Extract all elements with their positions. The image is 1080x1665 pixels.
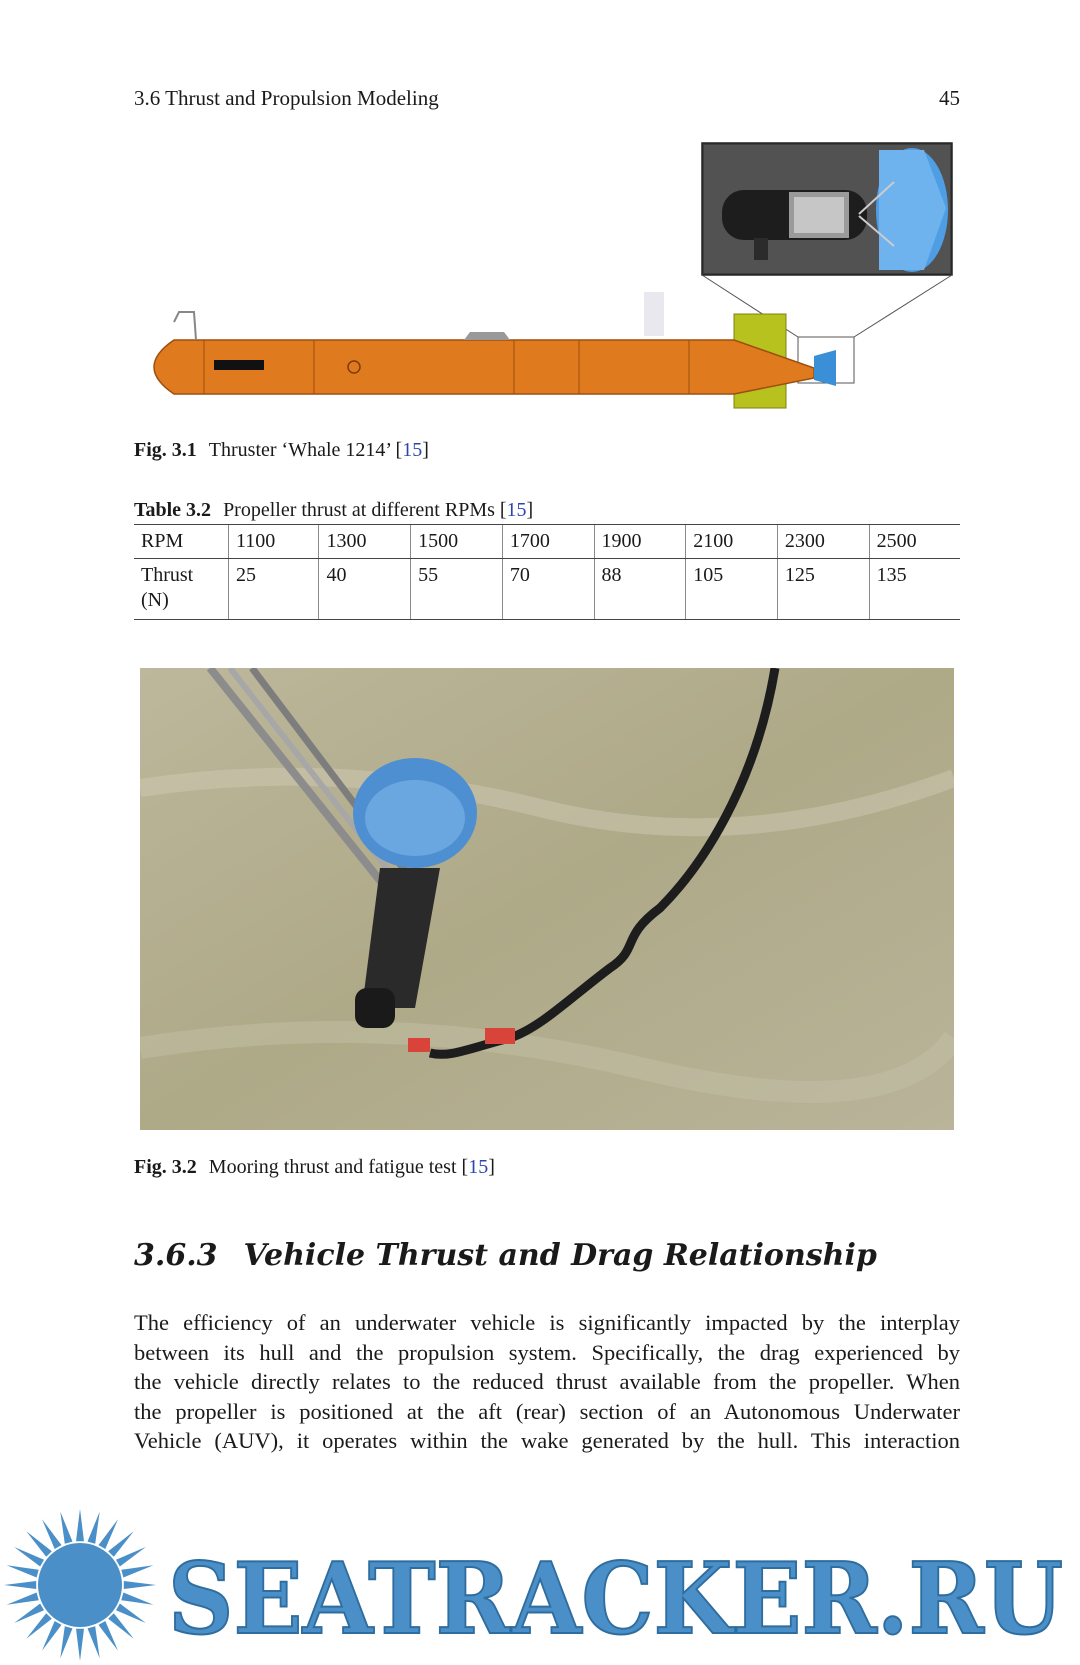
paragraph-line: The efficiency of an underwater vehicle is significantly impacted by the interplay: [134, 1310, 960, 1335]
table-row-label-line2: (N): [141, 589, 169, 611]
sun-logo-icon: [4, 1509, 156, 1661]
sun-ray: [60, 1512, 72, 1544]
sun-ray: [121, 1565, 153, 1577]
sun-ray: [60, 1626, 72, 1658]
table-cell: 40: [319, 559, 411, 620]
figure1-caption: [134, 439, 429, 462]
sun-ray: [26, 1531, 52, 1557]
table-header-row: [134, 525, 960, 559]
sun-ray: [4, 1581, 36, 1589]
paragraph-line: the vehicle directly relates to the reduced thrust available from the propeller. When: [134, 1369, 960, 1394]
table-row-label-line1: Thrust: [141, 564, 194, 586]
figure1-citation-link[interactable]: 15: [402, 439, 423, 461]
table-cell: 135: [869, 559, 960, 620]
sun-ray: [121, 1593, 153, 1605]
table-caption-text: Propeller thrust at different RPMs [: [223, 499, 507, 521]
figure2-caption-close: ]: [488, 1156, 495, 1178]
figure2-label: Fig. 3.2: [134, 1156, 197, 1178]
table-label: Table 3.2: [134, 499, 212, 521]
sun-ray: [76, 1629, 84, 1661]
figure2-caption: [134, 1156, 495, 1179]
figure-mooring-test-photo: [140, 668, 954, 1130]
sun-ray: [88, 1626, 100, 1658]
figure1-caption-close: ]: [422, 439, 429, 461]
table-header-cell: 1300: [319, 525, 411, 559]
rpm-thrust-table: [134, 524, 960, 620]
table-header-cell: 2500: [869, 525, 960, 559]
sun-ray: [42, 1519, 62, 1549]
table-header-cell: 1100: [229, 525, 319, 559]
table-header-cell: 2300: [777, 525, 869, 559]
sun-ray: [88, 1512, 100, 1544]
figure2-citation-link[interactable]: 15: [468, 1156, 489, 1178]
watermark-text: SEATRACKER.RU: [168, 1542, 1063, 1657]
sun-ray: [76, 1509, 84, 1541]
section-number: 3.6.3: [134, 1238, 218, 1273]
sun-ray: [42, 1621, 62, 1651]
running-head: [134, 86, 960, 114]
table-citation-link[interactable]: 15: [506, 499, 527, 521]
section-heading: [134, 1238, 877, 1273]
auv-hull: [154, 312, 814, 394]
figure1-caption-text: Thruster ‘Whale 1214’ [: [208, 439, 403, 461]
sun-ray: [108, 1613, 134, 1639]
sun-ray: [14, 1604, 44, 1624]
table-header-cell: 1500: [411, 525, 503, 559]
table-cell: 25: [229, 559, 319, 620]
sun-ray: [7, 1593, 39, 1605]
sun-ray: [99, 1621, 119, 1651]
table-cell: 105: [686, 559, 778, 620]
sun-ray: [116, 1604, 146, 1624]
page-number: 45: [939, 86, 960, 110]
sun-ray: [108, 1531, 134, 1557]
sun-ray: [26, 1613, 52, 1639]
table-cell: 125: [777, 559, 869, 620]
table-cell: 55: [411, 559, 503, 620]
paragraph-line: Vehicle (AUV), it operates within the wake generated by the hull. This interaction: [134, 1428, 960, 1453]
section-title: Vehicle Thrust and Drag Relationship: [243, 1238, 877, 1273]
table-header-cell: 1700: [502, 525, 594, 559]
table-cell: 88: [594, 559, 686, 620]
sun-ray: [7, 1565, 39, 1577]
paragraph-line: the propeller is positioned at the aft (rear) section of an Autonomous Underwater: [134, 1398, 960, 1424]
zoom-line: [854, 275, 952, 337]
figure1-label: Fig. 3.1: [134, 439, 197, 461]
sun-ray: [14, 1547, 44, 1567]
table-caption: [134, 499, 533, 522]
sun-ray: [99, 1519, 119, 1549]
thruster-inset-photo: [702, 143, 952, 275]
sun-ray: [124, 1581, 156, 1589]
seatracker-watermark: [0, 1505, 1080, 1665]
table-caption-close: ]: [526, 499, 534, 521]
figure-thruster-auv-illustration: [134, 142, 964, 424]
table-row-label: [134, 559, 229, 620]
running-head-section: 3.6 Thrust and Propulsion Modeling: [134, 86, 439, 110]
tail-thruster: [814, 350, 836, 386]
table-header-cell: 2100: [686, 525, 778, 559]
table-header-cell: RPM: [134, 525, 229, 559]
body-paragraph: [134, 1308, 960, 1456]
table-cell: 70: [502, 559, 594, 620]
paragraph-line: between its hull and the propulsion system. Specifically, the drag experienced by: [134, 1339, 960, 1365]
figure2-caption-text: Mooring thrust and fatigue test [: [208, 1156, 469, 1178]
table-header-cell: 1900: [594, 525, 686, 559]
table-row: [134, 559, 960, 620]
sun-ray: [116, 1547, 146, 1567]
